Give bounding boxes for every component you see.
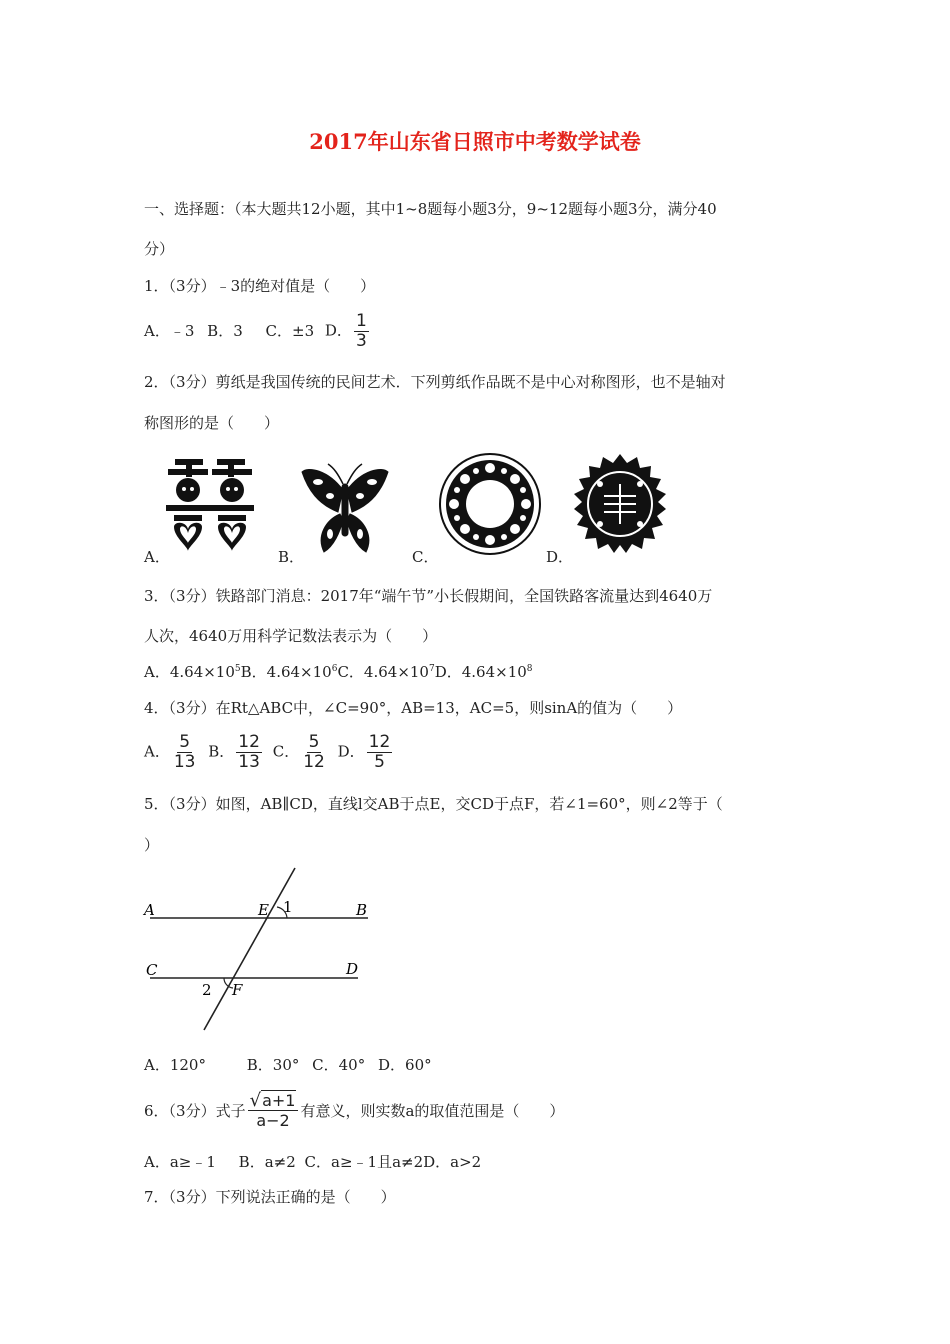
q6-options xyxy=(144,1151,481,1172)
q4-option-b-prefix: B． xyxy=(208,742,235,761)
q6-fraction-denominator: a−2 xyxy=(256,1111,290,1130)
q6-option-c: C．a≥﹣1且a≠2 xyxy=(304,1153,424,1171)
q6-option-d: D．a>2 xyxy=(423,1153,482,1171)
label-d: D xyxy=(346,960,359,978)
q2-option-b: B． xyxy=(278,548,305,566)
q4-option-a-prefix: A． xyxy=(144,742,170,761)
fraction-denominator: 3 xyxy=(355,331,367,351)
fraction-denominator: 13 xyxy=(173,752,196,772)
butterfly-papercut-image xyxy=(298,460,392,558)
q1-option-c: C．±3 xyxy=(265,321,315,340)
q4-option-a xyxy=(144,733,199,772)
q3-option-d xyxy=(435,663,533,681)
q3-option-a-base: A．4.64×10 xyxy=(144,663,235,681)
q4-option-b xyxy=(208,733,264,772)
q3-option-b xyxy=(241,663,338,681)
q6-radical-fraction xyxy=(248,1090,299,1130)
q4-option-b-fraction xyxy=(236,733,262,772)
q4-option-c-fraction xyxy=(301,733,327,772)
q6-stem-prefix: 6．（3分）式子 xyxy=(144,1101,246,1120)
q6-option-b: B．a≠2 xyxy=(238,1153,296,1171)
label-a: A xyxy=(144,901,155,919)
q6-stem-suffix: 有意义，则实数a的取值范围是（ ） xyxy=(300,1101,565,1120)
q3-stem-line2: 人次，4640万用科学记数法表示为（ ） xyxy=(144,627,438,645)
q6-option-a: A．a≥﹣1 xyxy=(144,1153,216,1171)
q5-option-d: D．60° xyxy=(378,1056,432,1074)
section-heading-line1: 一、选择题：（本大题共12小题，其中1~8题每小题3分，9~12题每小题3分，满分40 xyxy=(144,200,717,218)
q2-stem-line2: 称图形的是（ ） xyxy=(144,414,280,432)
fraction-numerator: 5 xyxy=(179,732,191,752)
q3-stem-line1: 3．（3分）铁路部门消息：2017年“端午节”小长假期间，全国铁路客流量达到4640万 xyxy=(144,587,713,605)
q2-option-d: D． xyxy=(546,548,574,566)
q6-radicand: a+1 xyxy=(262,1091,296,1110)
fraction-denominator: 5 xyxy=(374,752,385,772)
q5-option-a: A．120° xyxy=(144,1056,206,1074)
page-title: 2017年山东省日照市中考数学试卷 xyxy=(309,129,641,154)
q5-option-c: C．40° xyxy=(312,1056,366,1074)
label-e: E xyxy=(258,901,269,919)
label-angle-2: 2 xyxy=(202,981,212,999)
fraction-denominator: 13 xyxy=(238,752,260,772)
q5-option-b: B．30° xyxy=(246,1056,300,1074)
fraction-numerator: 5 xyxy=(308,732,320,752)
fraction-numerator: 12 xyxy=(238,732,260,752)
q3-option-b-base: B．4.64×10 xyxy=(240,663,332,681)
transversal-line xyxy=(204,868,295,1030)
q4-option-d-prefix: D． xyxy=(337,742,365,761)
q1-option-d-fraction xyxy=(354,312,369,351)
q2-option-c: C． xyxy=(412,548,439,566)
q2-stem-line1: 2．（3分）剪纸是我国传统的民间艺术．下列剪纸作品既不是中心对称图形，也不是轴对 xyxy=(144,373,726,391)
q1-option-d xyxy=(325,312,371,351)
sqrt-icon: √ xyxy=(249,1090,262,1111)
q4-options xyxy=(144,733,394,772)
fraction-denominator: 12 xyxy=(303,752,325,772)
q3-option-b-exponent: 6 xyxy=(331,664,338,674)
q3-option-c xyxy=(337,663,434,681)
q1-options xyxy=(144,312,371,351)
double-happiness-papercut-image xyxy=(160,455,260,555)
q3-option-d-exponent: 8 xyxy=(526,664,533,674)
q4-option-c xyxy=(273,733,329,772)
q6-fraction-numerator xyxy=(248,1090,299,1111)
q3-option-c-exponent: 7 xyxy=(428,664,435,674)
fraction-numerator: 12 xyxy=(368,732,391,752)
ring-pattern-papercut-image xyxy=(438,452,542,556)
q5-stem-line1: 5．（3分）如图，AB∥CD，直线l交AB于点E，交CD于点F，若∠1=60°，则∠2等于（ xyxy=(144,795,723,813)
parallel-lines-figure xyxy=(140,862,380,1037)
label-b: B xyxy=(356,901,368,919)
fraction-numerator: 1 xyxy=(355,311,367,331)
label-c: C xyxy=(146,961,158,979)
q2-option-a: A． xyxy=(144,548,170,566)
q1-stem: 1．（3分）﹣3的绝对值是（ ） xyxy=(144,277,376,295)
q1-option-a: A．﹣3 xyxy=(144,321,195,340)
q4-option-c-prefix: C． xyxy=(272,742,300,761)
q3-option-d-base: D．4.64×10 xyxy=(434,663,527,681)
q1-option-d-prefix: D． xyxy=(324,321,352,340)
q1-option-b: B．3 xyxy=(207,321,243,340)
q4-option-d-fraction xyxy=(367,733,393,772)
q4-stem: 4．（3分）在Rt△ABC中，∠C=90°，AB=13，AC=5，则sinA的值为（ ） xyxy=(144,699,683,717)
q4-option-a-fraction xyxy=(172,733,198,772)
q3-options xyxy=(144,661,533,682)
q4-option-d xyxy=(338,733,395,772)
q3-option-a xyxy=(144,663,241,681)
label-f: F xyxy=(232,981,243,999)
q5-options xyxy=(144,1054,432,1075)
section-heading-line2: 分） xyxy=(144,240,175,258)
q6-stem xyxy=(144,1086,564,1134)
label-angle-1: 1 xyxy=(283,898,293,916)
q7-stem: 7．（3分）下列说法正确的是（ ） xyxy=(144,1188,396,1206)
q3-option-c-base: C．4.64×10 xyxy=(337,663,429,681)
sun-pattern-papercut-image xyxy=(570,454,670,554)
q3-option-a-exponent: 5 xyxy=(234,664,241,674)
q5-stem-line2: ） xyxy=(144,836,160,854)
